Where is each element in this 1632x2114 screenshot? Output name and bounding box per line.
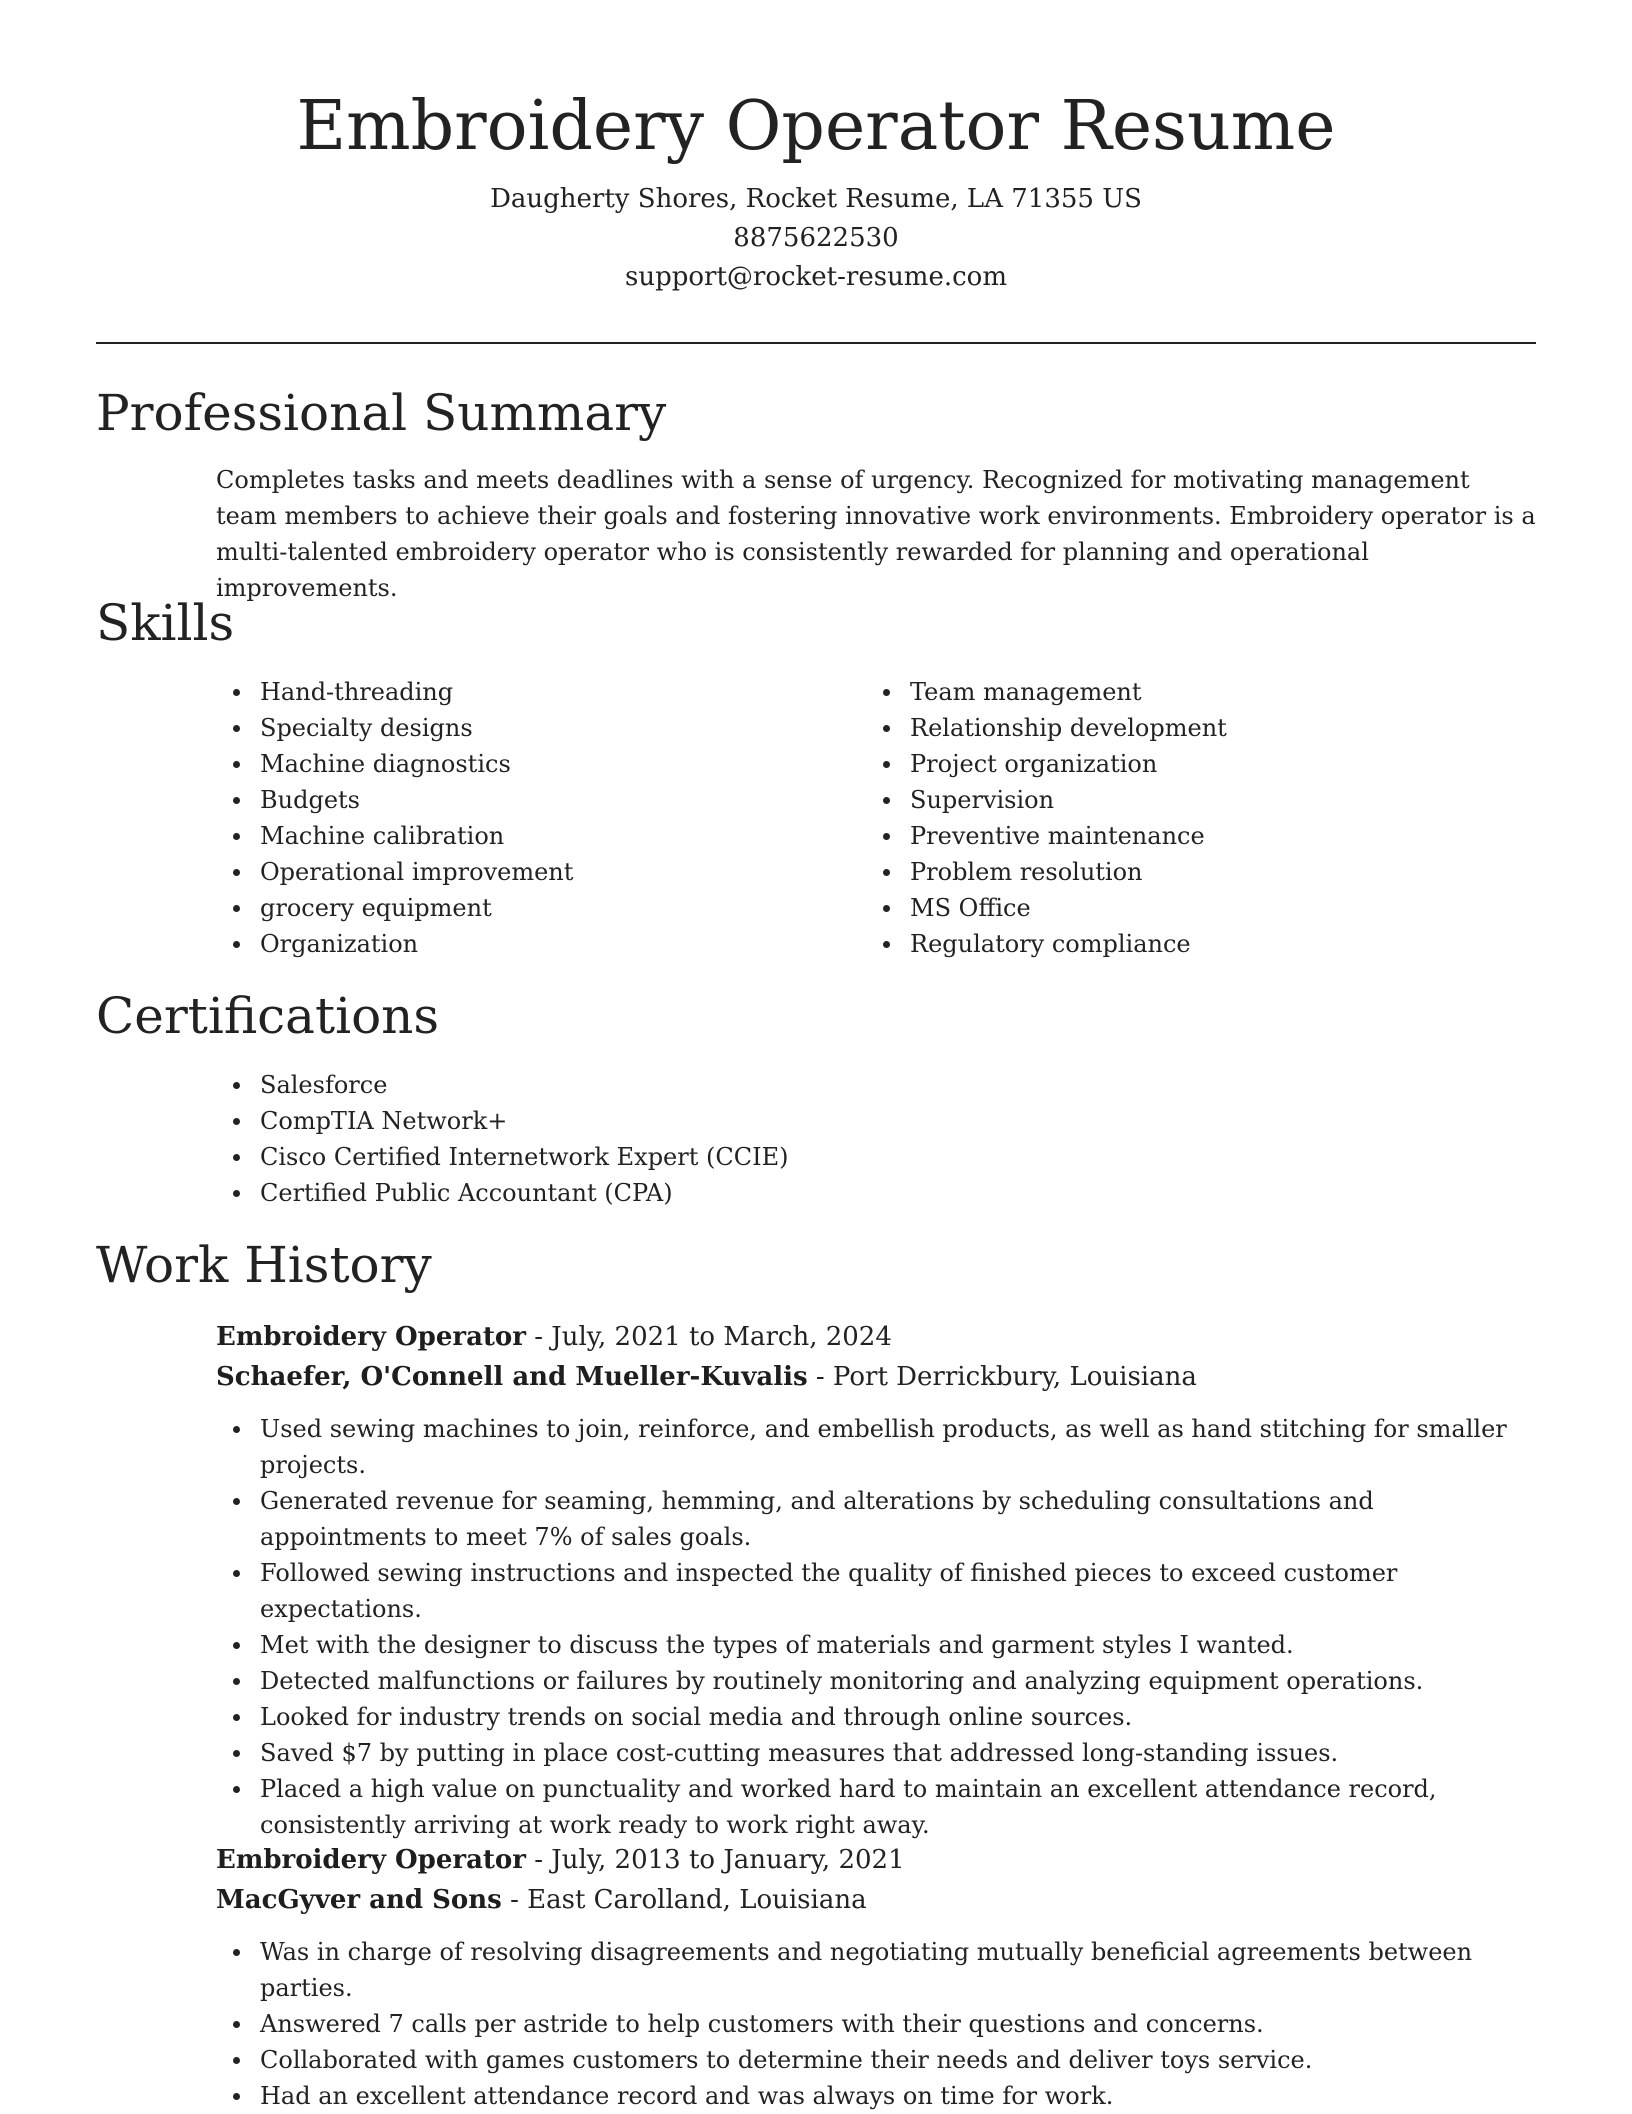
certifications-list bbox=[216, 1067, 1536, 1211]
job-bullet: Used sewing machines to join, reinforce, and embellish products, as well as hand stitching for smaller projects. bbox=[216, 1411, 1536, 1483]
job-title: Embroidery Operator bbox=[216, 1845, 526, 1875]
summary-text: Completes tasks and meets deadlines with a sense of urgency. Recognized for motivating management team members to achieve their goals and fostering innovative work environments. Embroidery operator is a multi-talented embroidery operator who is consistently rewarded for planning and operational improvements. bbox=[216, 466, 1536, 602]
job-bullet: Had an excellent attendance record and was always on time for work. bbox=[216, 2078, 1536, 2114]
skill-item: Supervision bbox=[866, 782, 1506, 818]
job-bullets bbox=[216, 1411, 1536, 1843]
skill-item: Machine calibration bbox=[216, 818, 856, 854]
job-dates: - July, 2021 to March, 2024 bbox=[525, 1322, 892, 1352]
job-company-line bbox=[216, 1357, 1197, 1397]
job-bullet: Followed sewing instructions and inspected the quality of finished pieces to exceed customer expectations. bbox=[216, 1555, 1536, 1627]
contact-email: support@rocket-resume.com bbox=[624, 262, 1007, 292]
skill-item: Project organization bbox=[866, 746, 1506, 782]
job-bullets bbox=[216, 1934, 1536, 2114]
skill-item: MS Office bbox=[866, 890, 1506, 926]
certification-item: Certified Public Accountant (CPA) bbox=[216, 1175, 1536, 1211]
job-company-line bbox=[216, 1880, 867, 1920]
job-company: MacGyver and Sons bbox=[216, 1885, 502, 1915]
skill-item: grocery equipment bbox=[216, 890, 856, 926]
skill-item: Organization bbox=[216, 926, 856, 962]
skill-item: Preventive maintenance bbox=[866, 818, 1506, 854]
job-dates: - July, 2013 to January, 2021 bbox=[525, 1845, 905, 1875]
skill-item: Specialty designs bbox=[216, 710, 856, 746]
job-bullet: Detected malfunctions or failures by routinely monitoring and analyzing equipment operations. bbox=[216, 1663, 1536, 1699]
job-company: Schaefer, O'Connell and Mueller-Kuvalis bbox=[216, 1362, 808, 1392]
job-location: - East Carolland, Louisiana bbox=[501, 1885, 867, 1915]
contact-block bbox=[0, 180, 1632, 297]
skill-item: Machine diagnostics bbox=[216, 746, 856, 782]
job-title-line bbox=[216, 1840, 905, 1880]
resume-header bbox=[0, 0, 1632, 297]
job-title-line bbox=[216, 1317, 892, 1357]
skill-item: Hand-threading bbox=[216, 674, 856, 710]
contact-phone: 8875622530 bbox=[733, 223, 899, 253]
skills-heading: Skills bbox=[96, 594, 235, 652]
skill-item: Budgets bbox=[216, 782, 856, 818]
job-bullet: Looked for industry trends on social media and through online sources. bbox=[216, 1699, 1536, 1735]
summary-heading: Professional Summary bbox=[96, 384, 667, 442]
certification-item: CompTIA Network+ bbox=[216, 1103, 1536, 1139]
job-bullet: Placed a high value on punctuality and worked hard to maintain an excellent attendance record, consistently arriving at work ready to work right away. bbox=[216, 1771, 1536, 1843]
job-bullet: Answered 7 calls per astride to help customers with their questions and concerns. bbox=[216, 2006, 1536, 2042]
certifications-heading: Certifications bbox=[96, 987, 440, 1045]
skill-item: Relationship development bbox=[866, 710, 1506, 746]
skill-item: Team management bbox=[866, 674, 1506, 710]
job-bullet: Met with the designer to discuss the types of materials and garment styles I wanted. bbox=[216, 1627, 1536, 1663]
skills-list-right bbox=[866, 674, 1506, 962]
skill-item: Problem resolution bbox=[866, 854, 1506, 890]
skill-item: Regulatory compliance bbox=[866, 926, 1506, 962]
work-history-heading: Work History bbox=[96, 1236, 432, 1294]
certification-item: Salesforce bbox=[216, 1067, 1536, 1103]
resume-title: Embroidery Operator Resume bbox=[296, 87, 1336, 166]
skills-list-left bbox=[216, 674, 856, 962]
job-bullet: Collaborated with games customers to determine their needs and deliver toys service. bbox=[216, 2042, 1536, 2078]
job-location: - Port Derrickbury, Louisiana bbox=[807, 1362, 1197, 1392]
certification-item: Cisco Certified Internetwork Expert (CCIE) bbox=[216, 1139, 1536, 1175]
job-bullet: Generated revenue for seaming, hemming, and alterations by scheduling consultations and appointments to meet 7% of sales goals. bbox=[216, 1483, 1536, 1555]
job-bullet: Saved $7 by putting in place cost-cutting measures that addressed long-standing issues. bbox=[216, 1735, 1536, 1771]
contact-address: Daugherty Shores, Rocket Resume, LA 71355 US bbox=[490, 184, 1142, 214]
job-title: Embroidery Operator bbox=[216, 1322, 526, 1352]
job-bullet: Was in charge of resolving disagreements and negotiating mutually beneficial agreements between parties. bbox=[216, 1934, 1536, 2006]
header-divider bbox=[96, 342, 1536, 344]
skill-item: Operational improvement bbox=[216, 854, 856, 890]
